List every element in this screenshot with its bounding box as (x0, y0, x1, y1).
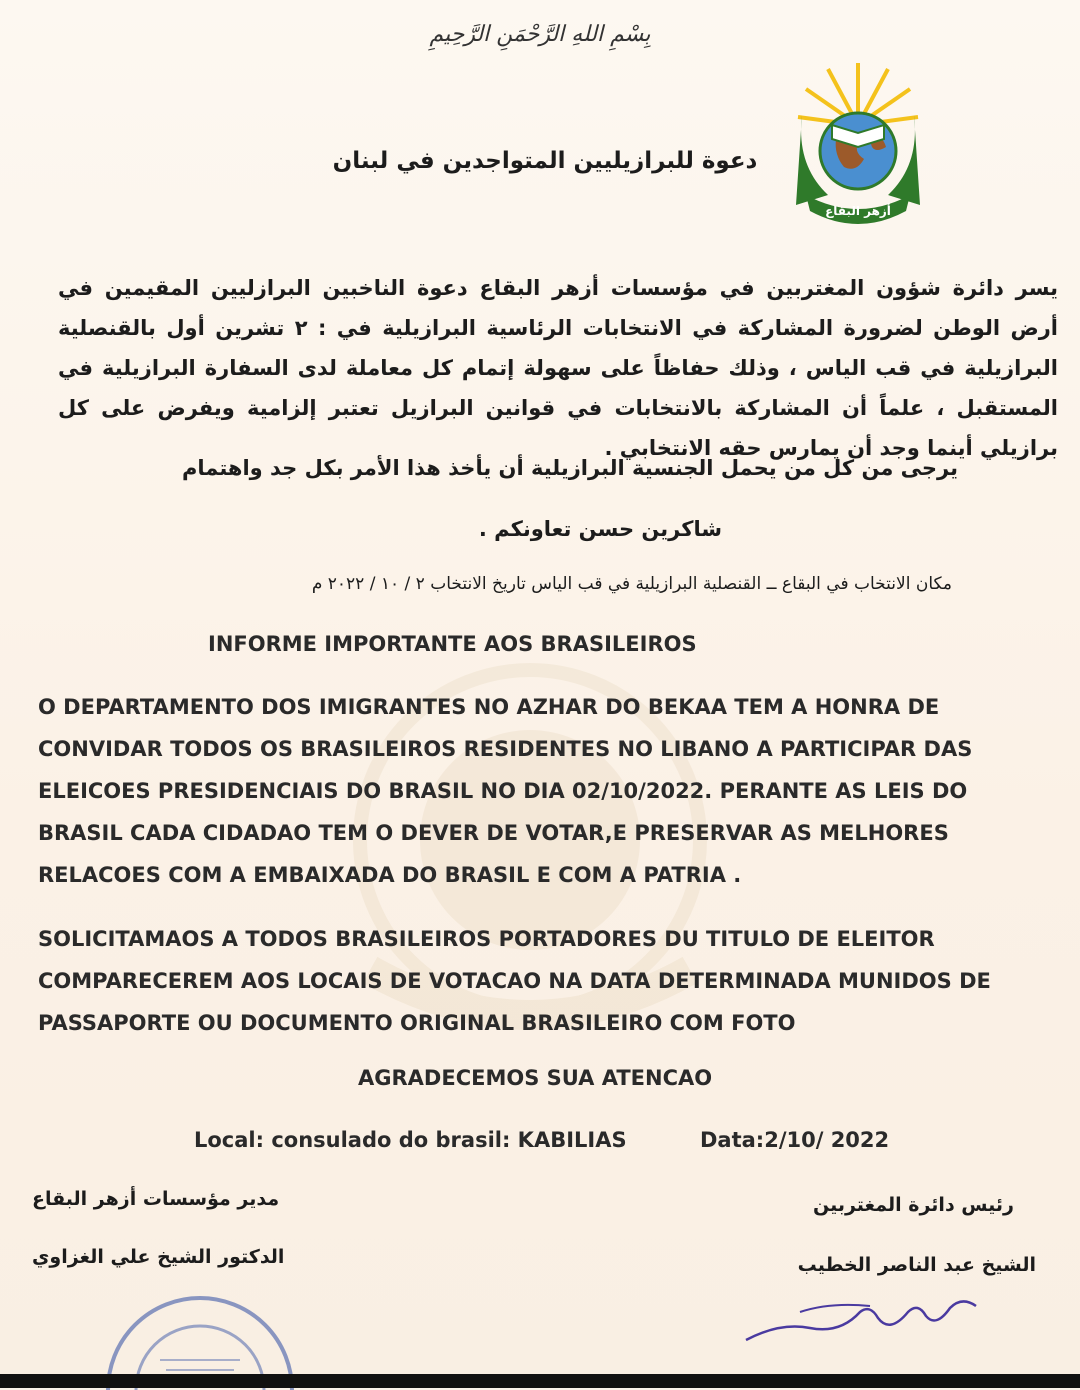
arabic-paragraph: يسر دائرة شؤون المغتربين في مؤسسات أزهر البقاع دعوة الناخبين البرازليين المقيمين في أرض الوطن لضرورة المشاركة في الانتخابات الرئاسية البرازيلية في : ٢ تشرين أول بالقنصلية البرازيلية في قب الياس ، وذلك حفاظاً على سهولة إتمام كل معاملة لدى السفارة البرازيلية في المستقبل ، علماً أن المشاركة بالانتخابات في قوانين البرازيل تعتبر إلزامية ويفرض على كل برازيلي أينما وجد أن يمارس حقه الانتخابي . (58, 276, 1059, 460)
logo-label: أزهر البقاع (825, 204, 891, 218)
portuguese-thanks: AGRADECEMOS SUA ATENCAO (358, 1066, 713, 1090)
portuguese-heading: INFORME IMPORTANTE AOS BRASILEIROS (208, 632, 697, 656)
left-signatory-name: الدكتور الشيخ علي الغزاوي (32, 1246, 285, 1268)
handwritten-signature (740, 1282, 990, 1352)
azhar-bekaa-logo (788, 55, 928, 235)
arabic-thanks: شاكرين حسن تعاونكم . (478, 517, 722, 541)
portuguese-paragraph-1: O DEPARTAMENTO DOS IMIGRANTES NO AZHAR DO BEKAA TEM A HONRA DE CONVIDAR TODOS OS BRASILEIROS RESIDENTES NO LIBANO A PARTICIPAR DAS ELEICOES PRESIDENCIAIS DO BRASIL NO DIA 02/10/2022. PERANTE AS LEIS DO BRASIL CADA CIDADAO TEM O DEVER DE VOTAR,E PRESERVAR AS MELHORES RELACOES COM A EMBAIXADA DO BRASIL E COM A PATRIA . (38, 695, 973, 887)
portuguese-paragraph-2: SOLICITAMAOS A TODOS BRASILEIROS PORTADORES DU TITULO DE ELEITOR COMPARECEREM AOS LOCAIS DE VOTACAO NA DATA DETERMINADA MUNIDOS DE PASSAPORTE OU DOCUMENTO ORIGINAL BRASILEIRO COM FOTO (38, 927, 991, 1035)
portuguese-local: Local: consulado do brasil: KABILIAS (194, 1128, 627, 1152)
arabic-request: يرجى من كل من يحمل الجنسية البرازيلية أن يأخذ هذا الأمر بكل جد واهتمام (181, 456, 958, 480)
basmala: بِسْمِ اللهِ الرَّحْمَنِ الرَّحِيمِ (429, 22, 651, 47)
arabic-election-place: مكان الانتخاب في البقاع ــ القنصلية البرازيلية في قب الياس تاريخ الانتخاب ٢ / ١٠ / ٢٠٢٢ م (311, 574, 952, 594)
bottom-bar (0, 1374, 1080, 1388)
right-signatory-name: الشيخ عبد الناصر الخطيب (797, 1254, 1036, 1276)
left-signatory-title: مدير مؤسسات أزهر البقاع (32, 1188, 280, 1210)
portuguese-date: Data:2/10/ 2022 (700, 1128, 890, 1152)
right-signatory-title: رئيس دائرة المغتربين (812, 1194, 1014, 1216)
arabic-title: دعوة للبرازيليين المتواجدين في لبنان (332, 148, 758, 174)
